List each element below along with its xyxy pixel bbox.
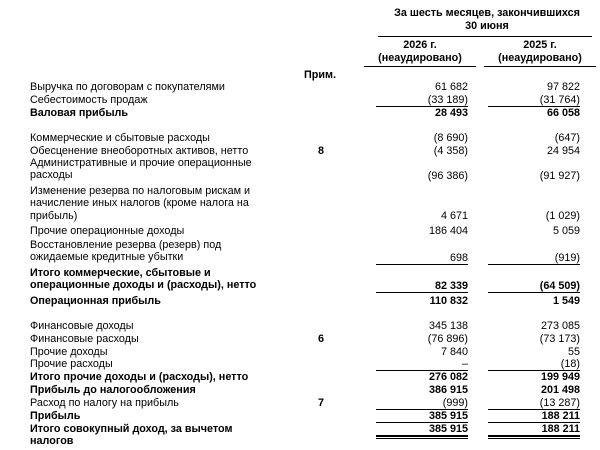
column-status: (неаудировано) xyxy=(484,52,596,67)
row-note: 8 xyxy=(317,145,324,157)
period-title-line1: За шесть месяцев, закончившихся xyxy=(394,7,580,19)
value-2026: 345 138 xyxy=(428,320,468,332)
statement-row xyxy=(0,333,600,345)
value-2026: 386 915 xyxy=(428,384,468,396)
value-2025: (64 509) xyxy=(488,280,580,293)
value-2026: 186 404 xyxy=(428,225,468,237)
column-status: (неаудировано) xyxy=(364,52,476,67)
row-label: Итого прочие доходы и (расходы), нетто xyxy=(30,371,249,383)
row-label: Административные и прочие операционные расходы xyxy=(30,157,252,182)
column-header-2026 xyxy=(364,39,476,67)
value-2025: (73 173) xyxy=(539,333,580,345)
value-2025: 66 058 xyxy=(546,107,580,119)
row-label: Прочие расходы xyxy=(30,358,113,370)
value-2026: (4 358) xyxy=(433,145,468,157)
row-label: Финансовые доходы xyxy=(30,320,134,332)
value-2026: – xyxy=(376,358,468,371)
value-2025: 199 949 xyxy=(540,371,580,383)
row-label: Прибыль xyxy=(30,410,81,422)
statement-row xyxy=(0,397,600,409)
total-double-rule xyxy=(488,438,580,439)
value-2026: (33 189) xyxy=(376,94,468,107)
value-2025: (91 927) xyxy=(539,170,580,182)
row-label: Расход по налогу на прибыль xyxy=(30,397,179,409)
statement-row xyxy=(0,81,600,93)
column-header-2025 xyxy=(484,39,596,67)
row-label: Прибыль до налогообложения xyxy=(30,384,196,396)
row-label: Выручка по договорам с покупателями xyxy=(30,81,225,93)
value-2026: (8 690) xyxy=(433,132,468,144)
statement-row xyxy=(0,384,600,396)
value-2026: 110 832 xyxy=(429,295,468,307)
row-note: 6 xyxy=(317,333,324,345)
period-title-line2: 30 июня xyxy=(465,20,509,32)
total-double-rule xyxy=(488,436,580,437)
value-2025: 97 822 xyxy=(546,81,580,93)
value-2025: (1 029) xyxy=(545,210,580,222)
value-2026: (76 896) xyxy=(427,333,468,345)
total-double-rule xyxy=(376,436,468,437)
row-note: 7 xyxy=(317,397,324,409)
value-2026: 4 671 xyxy=(440,210,468,222)
value-2025: 201 498 xyxy=(540,384,580,396)
value-2025: (13 287) xyxy=(488,397,580,410)
statement-row xyxy=(0,145,600,157)
value-2025: (919) xyxy=(488,252,580,265)
statement-row xyxy=(0,107,600,119)
statement-row xyxy=(0,423,600,448)
value-2026: 385 915 xyxy=(376,410,468,423)
row-label: Итого совокупный доход, за вычетом налогов xyxy=(30,423,233,448)
row-label: Себестоимость продаж xyxy=(30,94,148,106)
value-2025: 55 xyxy=(567,346,580,358)
period-title xyxy=(378,7,596,33)
value-2025: 273 085 xyxy=(540,320,580,332)
statement-row xyxy=(0,358,600,370)
row-label: Восстановление резерва (резерв) под ожидаемые кредитные убытки xyxy=(30,239,222,264)
statement-row xyxy=(0,185,600,222)
value-2025: (31 764) xyxy=(488,94,580,107)
header-rule xyxy=(378,36,592,37)
note-column-header: Прим. xyxy=(304,69,336,81)
statement-row xyxy=(0,346,600,358)
total-double-rule xyxy=(376,438,468,439)
value-2026: 7 840 xyxy=(440,346,468,358)
column-year: 2026 г. xyxy=(403,39,437,51)
value-2026: 61 682 xyxy=(434,81,468,93)
statement-row xyxy=(0,94,600,106)
value-2025: (18) xyxy=(488,358,580,371)
row-label: Изменение резерва по налоговым рискам и начисление иных налогов (кроме налога на прибыль) xyxy=(30,185,251,222)
row-label: Прочие доходы xyxy=(30,346,108,358)
row-label: Валовая прибыль xyxy=(30,107,129,119)
value-2025: (647) xyxy=(554,132,580,144)
value-2025: 1 549 xyxy=(552,295,580,307)
statement-row xyxy=(0,157,600,182)
statement-row xyxy=(0,295,600,307)
row-label: Коммерческие и сбытовые расходы xyxy=(30,132,210,144)
statement-row xyxy=(0,132,600,144)
value-2026: 28 493 xyxy=(434,107,468,119)
statement-row xyxy=(0,239,600,264)
statement-row xyxy=(0,225,600,237)
value-2026: (999) xyxy=(376,397,468,410)
row-label: Финансовые расходы xyxy=(30,333,139,345)
row-label: Прочие операционные доходы xyxy=(30,225,185,237)
value-2026: 385 915 xyxy=(376,423,468,436)
value-2026: (96 386) xyxy=(427,170,468,182)
value-2025: 5 059 xyxy=(552,225,580,237)
statement-row xyxy=(0,320,600,332)
row-label: Итого коммерческие, сбытовые и операционные доходы и (расходы), нетто xyxy=(30,267,257,292)
value-2025: 188 211 xyxy=(488,410,580,423)
row-label: Обесценение внеоборотных активов, нетто xyxy=(30,145,249,157)
value-2025: 188 211 xyxy=(488,423,580,436)
column-year: 2025 г. xyxy=(523,39,557,51)
value-2025: 24 954 xyxy=(546,145,580,157)
value-2026: 698 xyxy=(376,252,468,265)
statement-row xyxy=(0,371,600,383)
value-2026: 276 082 xyxy=(428,371,468,383)
statement-row xyxy=(0,267,600,292)
row-label: Операционная прибыль xyxy=(30,295,161,307)
value-2026: 82 339 xyxy=(376,280,468,293)
statement-row xyxy=(0,410,600,422)
